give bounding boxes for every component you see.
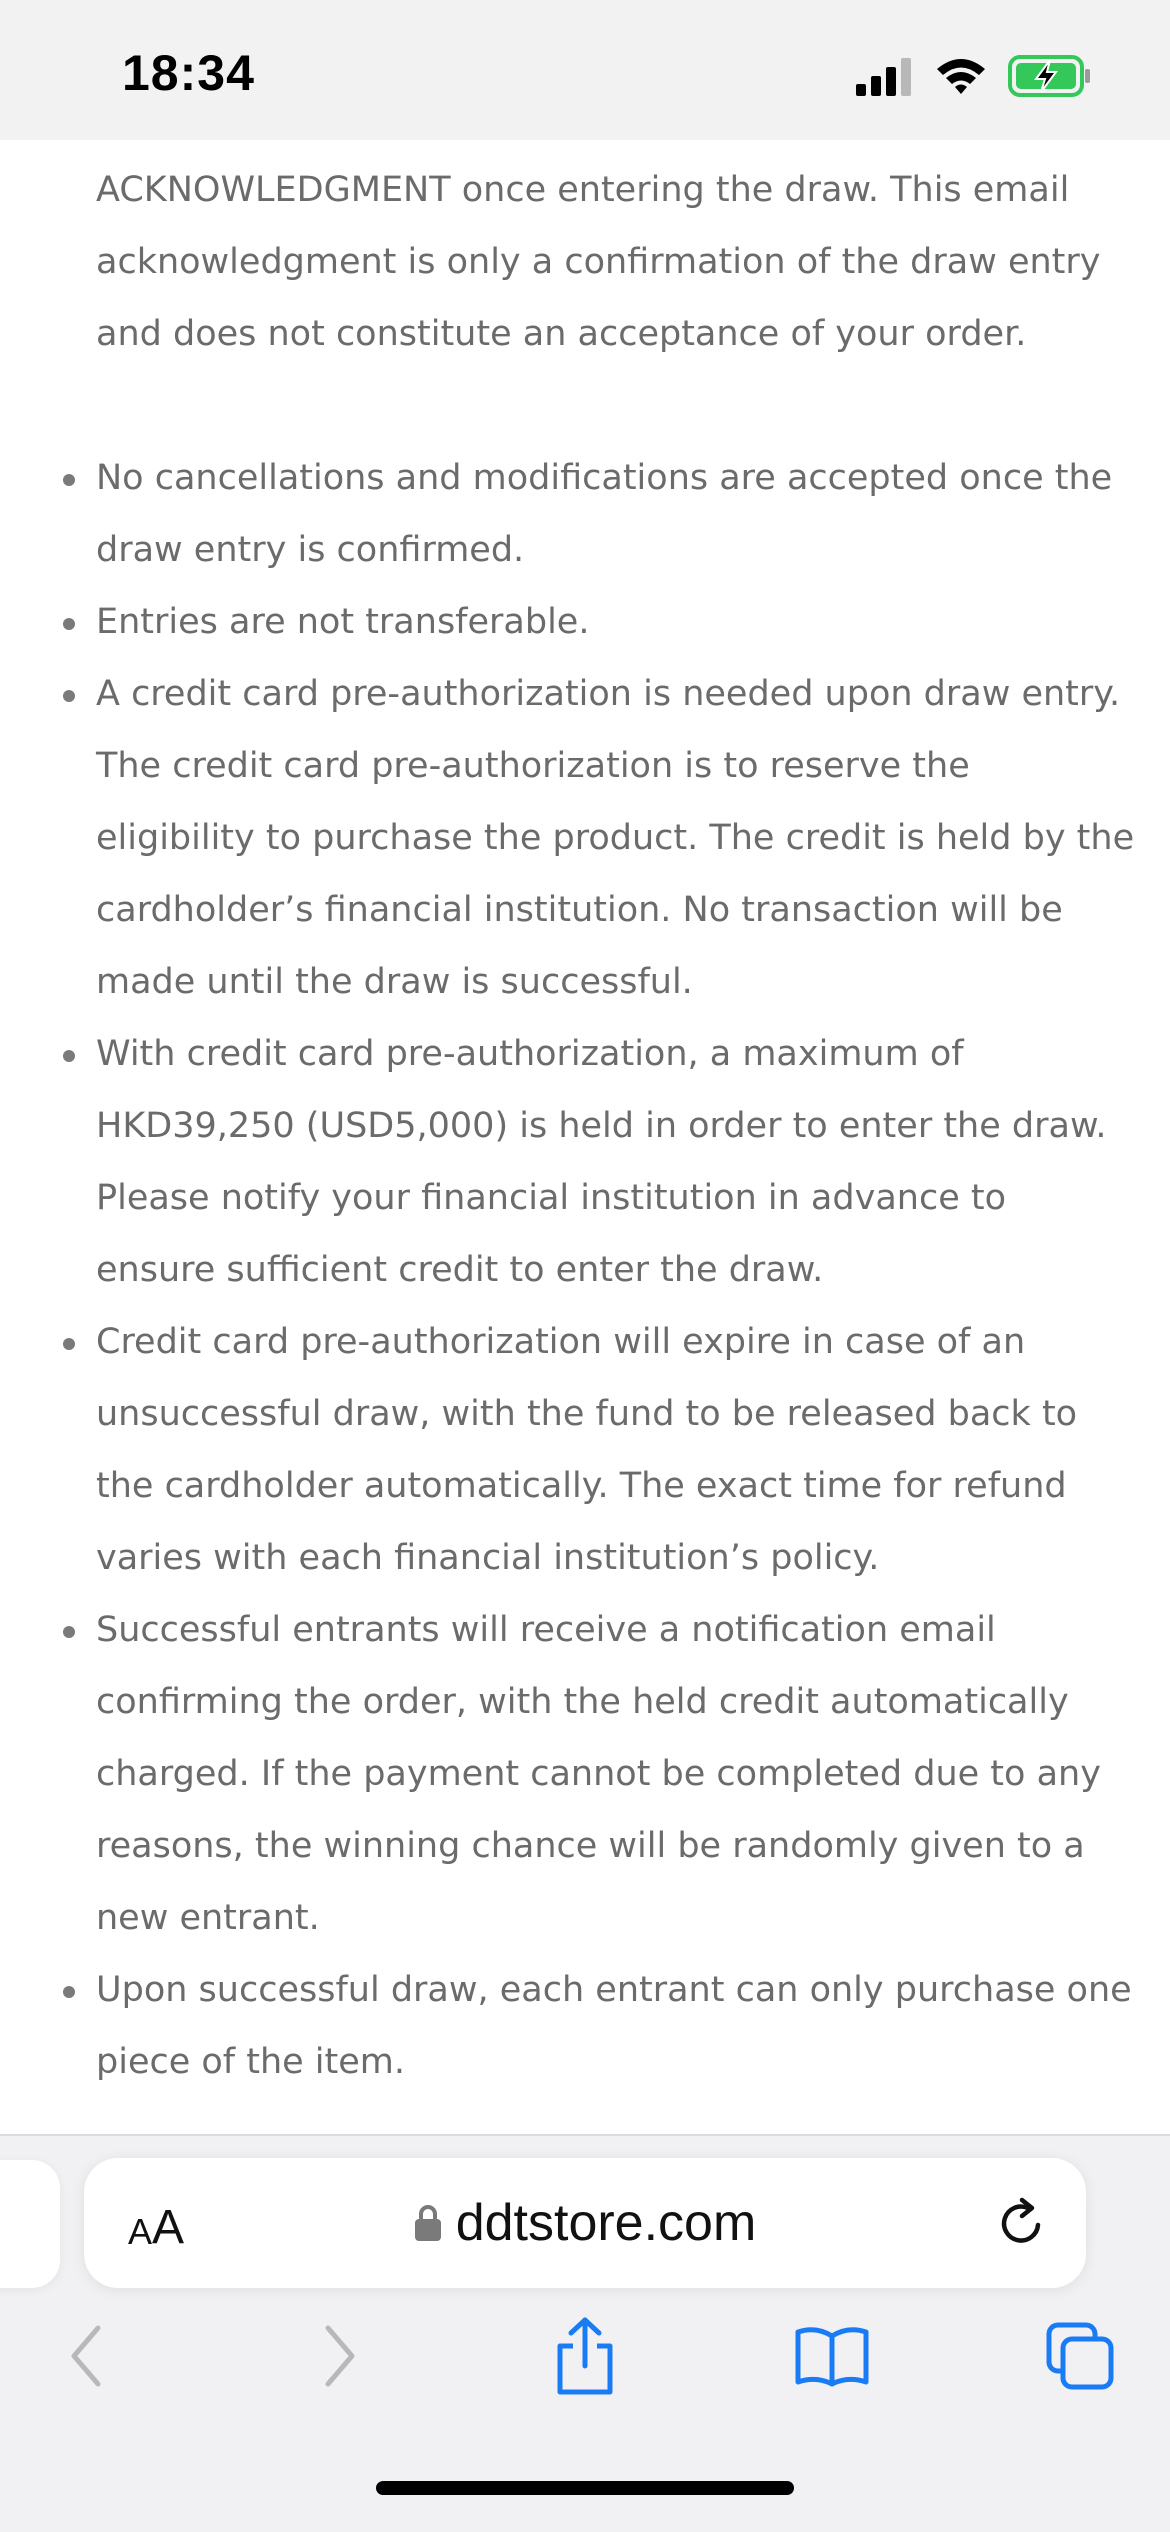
list-item-text: Upon successful draw, each entrant can only purchase one piece of the item. xyxy=(96,1970,1132,2082)
list-item xyxy=(0,1954,1170,2098)
list-item xyxy=(0,586,1170,658)
reload-icon[interactable] xyxy=(994,2195,1050,2251)
forward-button[interactable] xyxy=(300,2316,380,2396)
back-button[interactable] xyxy=(46,2316,126,2396)
bullet-dot xyxy=(63,1050,75,1062)
url-display[interactable] xyxy=(84,2158,1086,2288)
bullet-dot xyxy=(63,618,75,630)
home-indicator[interactable] xyxy=(376,2481,794,2495)
list-item xyxy=(0,442,1170,586)
chevron-right-icon xyxy=(320,2324,360,2388)
bullet-dot xyxy=(63,1338,75,1350)
status-time: 18:34 xyxy=(122,45,255,101)
chevron-left-icon xyxy=(66,2324,106,2388)
list-item xyxy=(0,658,1170,1018)
bookmarks-button[interactable] xyxy=(792,2316,872,2396)
navigation-row xyxy=(0,2316,1170,2416)
share-button[interactable] xyxy=(545,2316,625,2396)
list-item xyxy=(0,1594,1170,1954)
share-icon xyxy=(552,2316,618,2396)
aa-small-letter: A xyxy=(128,2211,153,2252)
cellular-signal-icon xyxy=(856,56,914,96)
terms-lead-paragraph: ACKNOWLEDGMENT once entering the draw. This email acknowledgment is only a confirmation of the draw entry and does not constitute an acceptance of your order. xyxy=(96,170,1101,354)
list-item-text: A credit card pre-authorization is needed upon draw entry. The credit card pre-authorization is to reserve the eligibility to purchase the product. The credit is held by the cardholder’s financial institution. No transaction will be made until the draw is successful. xyxy=(96,674,1135,1002)
lock-icon xyxy=(414,2204,442,2242)
status-bar xyxy=(0,0,1170,140)
list-item-text: No cancellations and modifications are accepted once the draw entry is confirmed. xyxy=(96,458,1113,570)
wifi-icon xyxy=(934,56,988,96)
list-item xyxy=(0,1018,1170,1306)
terms-bullet-list xyxy=(0,442,1170,2098)
browser-toolbar xyxy=(0,2134,1170,2532)
bullet-dot xyxy=(63,1986,75,1998)
aa-large-letter: A xyxy=(152,2201,185,2254)
list-item-text: Entries are not transferable. xyxy=(96,602,590,642)
page-content[interactable] xyxy=(0,140,1170,2134)
list-item xyxy=(0,1306,1170,1594)
list-item-text: With credit card pre-authorization, a maximum of HKD39,250 (USD5,000) is held in order to enter the draw. Please notify your financial institution in advance to ensure sufficient credit to enter the draw. xyxy=(96,1034,1107,1290)
address-bar[interactable] xyxy=(84,2158,1086,2288)
tabs-button[interactable] xyxy=(1040,2316,1120,2396)
bullet-dot xyxy=(63,474,75,486)
list-item-text: Successful entrants will receive a notification email confirming the order, with the held credit automatically charged. If the payment cannot be completed due to any reasons, the winning chance will be randomly given to a new entrant. xyxy=(96,1610,1101,1938)
tabs-icon xyxy=(1045,2321,1115,2391)
list-item-text: Credit card pre-authorization will expire in case of an unsuccessful draw, with the fund to be released back to the cardholder automatically. The exact time for refund varies with each financial institution’s policy. xyxy=(96,1322,1078,1578)
bullet-dot xyxy=(63,1626,75,1638)
url-text: ddtstore.com xyxy=(455,2194,757,2252)
bullet-dot xyxy=(63,690,75,702)
previous-tab-peek[interactable] xyxy=(0,2160,60,2288)
book-icon xyxy=(794,2324,870,2388)
status-icons xyxy=(856,52,1092,100)
battery-charging-icon xyxy=(1008,55,1092,97)
